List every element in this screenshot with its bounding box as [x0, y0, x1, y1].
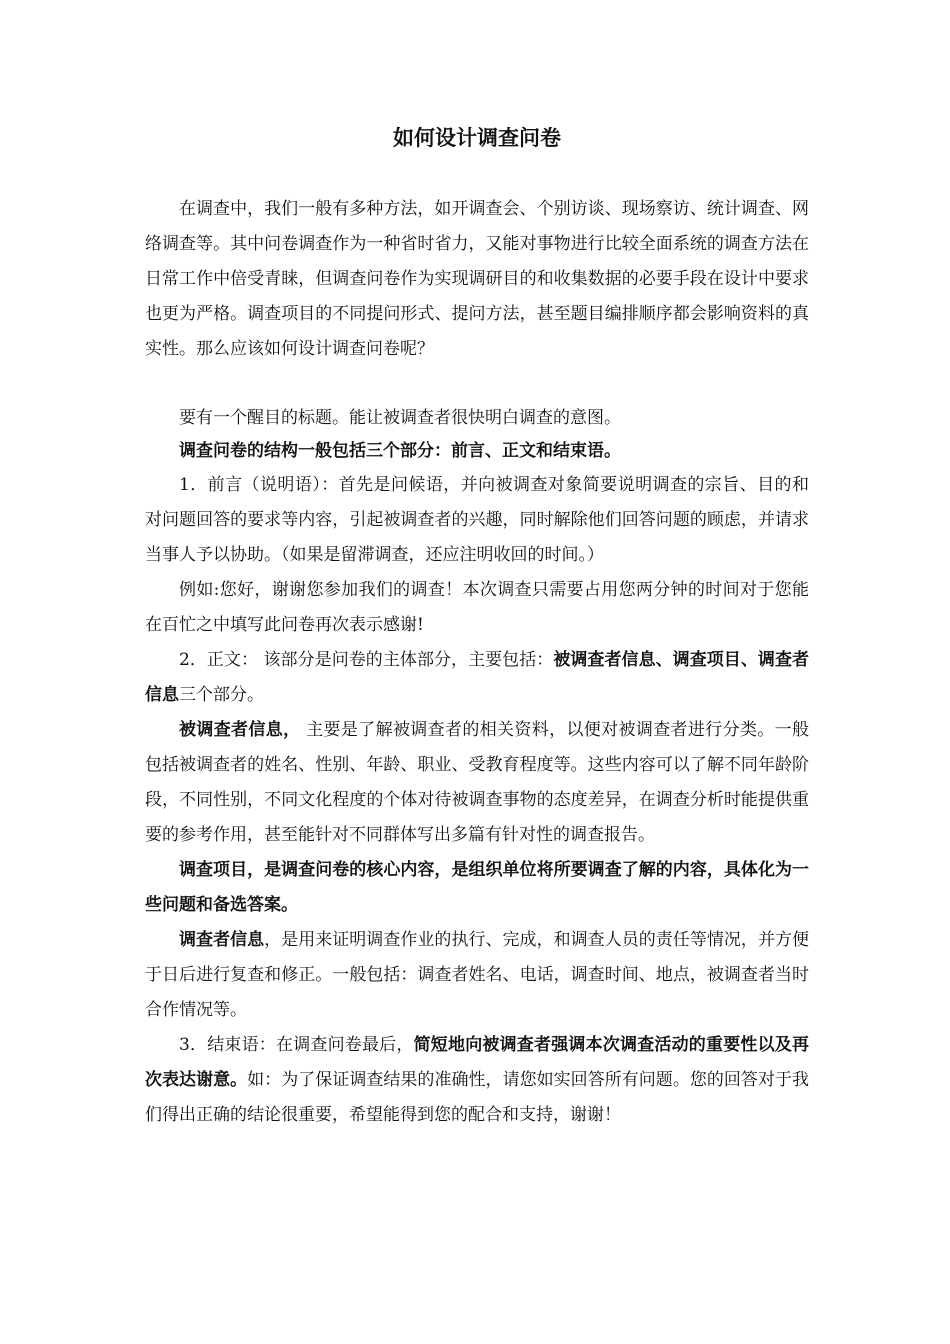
preface-paragraph: 1．前言（说明语）：首先是问候语，并向被调查对象简要说明调查的宗旨、目的和对问题回答的要求等内容，引起被调查者的兴趣，同时解除他们回答问题的顾虑，并请求当事人予以协助。（如果是留滞调查，还应注明收回的时间。） [145, 475, 809, 565]
document-title: 如何设计调查问卷 [393, 125, 561, 150]
respondent-info-paragraph [145, 713, 809, 853]
structure-heading [145, 435, 809, 468]
investigator-info-term: 调查者信息 [179, 930, 265, 950]
body-section-paragraph [145, 643, 809, 713]
survey-items-text: 调查项目，是调查问卷的核心内容，是组织单位将所要调查了解的内容，具体化为一些问题和备选答案。 [145, 860, 809, 915]
closing-tail: 如：为了保证调查结果的准确性，请您如实回答所有问题。您的回答对于我们得出正确的结论很重要，希望能得到您的配合和支持，谢谢！ [145, 1070, 810, 1125]
investigator-info-paragraph [145, 923, 809, 1028]
closing-bold: 简短地向被调查者强调本次调查活动的重要性以及再次表达谢意。 [145, 1035, 809, 1090]
headline-tip-paragraph: 要有一个醒目的标题。能让被调查者很快明白调查的意图。 [179, 408, 621, 428]
body-section-lead: 2．正文： 该部分是问卷的主体部分，主要包括： [179, 650, 554, 670]
structure-heading-text: 调查问卷的结构一般包括三个部分：前言、正文和结束语。 [179, 441, 621, 461]
investigator-info-text: ，是用来证明调查作业的执行、完成，和调查人员的责任等情况，并方便于日后进行复查和修正。一般包括：调查者姓名、电话，调查时间、地点，被调查者当时合作情况等。 [145, 930, 810, 1020]
closing-lead: 3．结束语：在调查问卷最后， [179, 1035, 414, 1055]
respondent-info-text: 主要是了解被调查者的相关资料，以便对被调查者进行分类。一般包括被调查者的姓名、性别、年龄、职业、受教育程度等。这些内容可以了解不同年龄阶段，不同性别，不同文化程度的个体对待被调查事物的态度差异，在调查分析时能提供重要的参考作用，甚至能针对不同群体写出多篇有针对性的调查报告。 [145, 720, 810, 845]
body-section-bold-items: 被调查者信息、调查项目、调查者信息 [145, 650, 810, 705]
survey-items-paragraph [145, 853, 809, 923]
respondent-info-term: 被调查者信息， [179, 720, 301, 740]
body-section-tail: 三个部分。 [179, 685, 264, 705]
example-paragraph: 例如:您好，谢谢您参加我们的调查！本次调查只需要占用您两分钟的时间对于您能在百忙之中填写此问卷再次表示感谢! [145, 580, 809, 635]
closing-paragraph [145, 1028, 809, 1133]
intro-paragraph: 在调查中，我们一般有多种方法，如开调查会、个别访谈、现场察访、统计调查、网络调查等。其中问卷调查作为一种省时省力，又能对事物进行比较全面系统的调查方法在日常工作中倍受青睐，但调查问卷作为实现调研目的和收集数据的必要手段在设计中要求也更为严格。调查项目的不同提问形式、提问方法，甚至题目编排顺序都会影响资料的真实性。那么应该如何设计调查问卷呢？ [145, 199, 809, 359]
document-page [145, 118, 809, 1133]
